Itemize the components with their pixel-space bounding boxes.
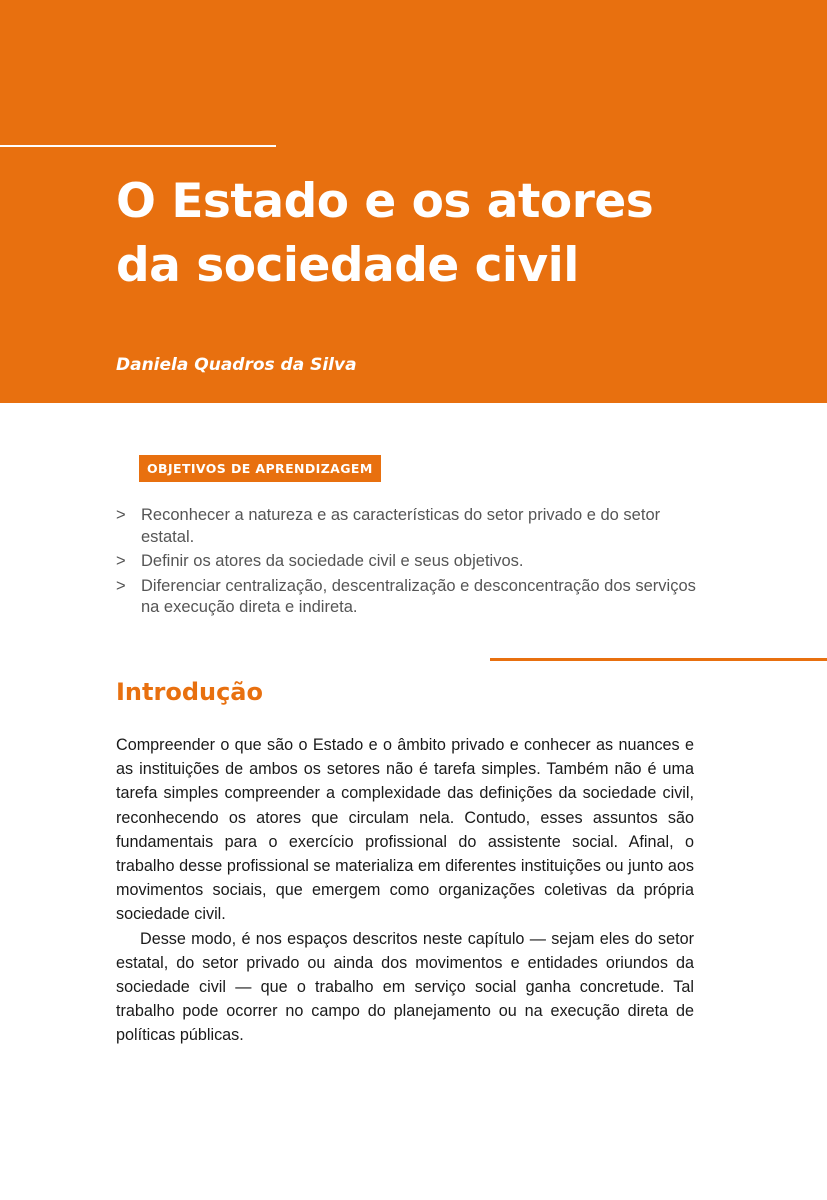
objective-text: Definir os atores da sociedade civil e seus objetivos. <box>141 552 524 570</box>
chevron-right-icon: > <box>116 576 126 595</box>
learning-objectives-list <box>116 505 701 622</box>
objective-item <box>116 576 701 619</box>
objective-text: Diferenciar centralização, descentralização e desconcentração dos serviços na execução direta e indireta. <box>141 576 696 616</box>
section-divider <box>490 658 827 661</box>
body-paragraph: Compreender o que são o Estado e o âmbito privado e conhecer as nuances e as instituições de ambos os setores não é tarefa simples. Também não é uma tarefa simples compreender a complexidade das definições da sociedade civil, reconhecendo os atores que circulam nela. Contudo, esses assuntos são fundamentais para o exercício profissional do assistente social. Afinal, o trabalho desse profissional se materializa em diferentes instituições ou junto aos movimentos sociais, que emergem como organizações coletivas da própria sociedade civil. <box>116 736 694 924</box>
chapter-header <box>0 0 827 403</box>
chevron-right-icon: > <box>116 506 126 524</box>
chapter-title-line-1: O Estado e os atores <box>116 174 654 229</box>
chapter-title <box>116 170 796 298</box>
body-paragraph: Desse modo, é nos espaços descritos neste capítulo — sejam eles do setor estatal, do setor privado ou ainda dos movimentos e entidades oriundos da sociedade civil — que o trabalho em serviço social ganha concretude. Tal trabalho pode ocorrer no campo do planejamento ou na execução direta de políticas públicas. <box>116 929 694 1045</box>
chevron-right-icon: > <box>116 552 126 570</box>
chapter-title-line-2: da sociedade civil <box>116 238 579 293</box>
objective-item <box>116 551 701 573</box>
chapter-author: Daniela Quadros da Silva <box>116 355 357 375</box>
header-divider <box>0 145 276 147</box>
objective-text: Reconhecer a natureza e as características do setor privado e do setor estatal. <box>141 506 661 546</box>
body-text <box>116 733 694 1048</box>
objective-item <box>116 505 701 548</box>
section-heading: Introdução <box>116 678 263 706</box>
learning-objectives-badge: OBJETIVOS DE APRENDIZAGEM <box>139 455 381 482</box>
